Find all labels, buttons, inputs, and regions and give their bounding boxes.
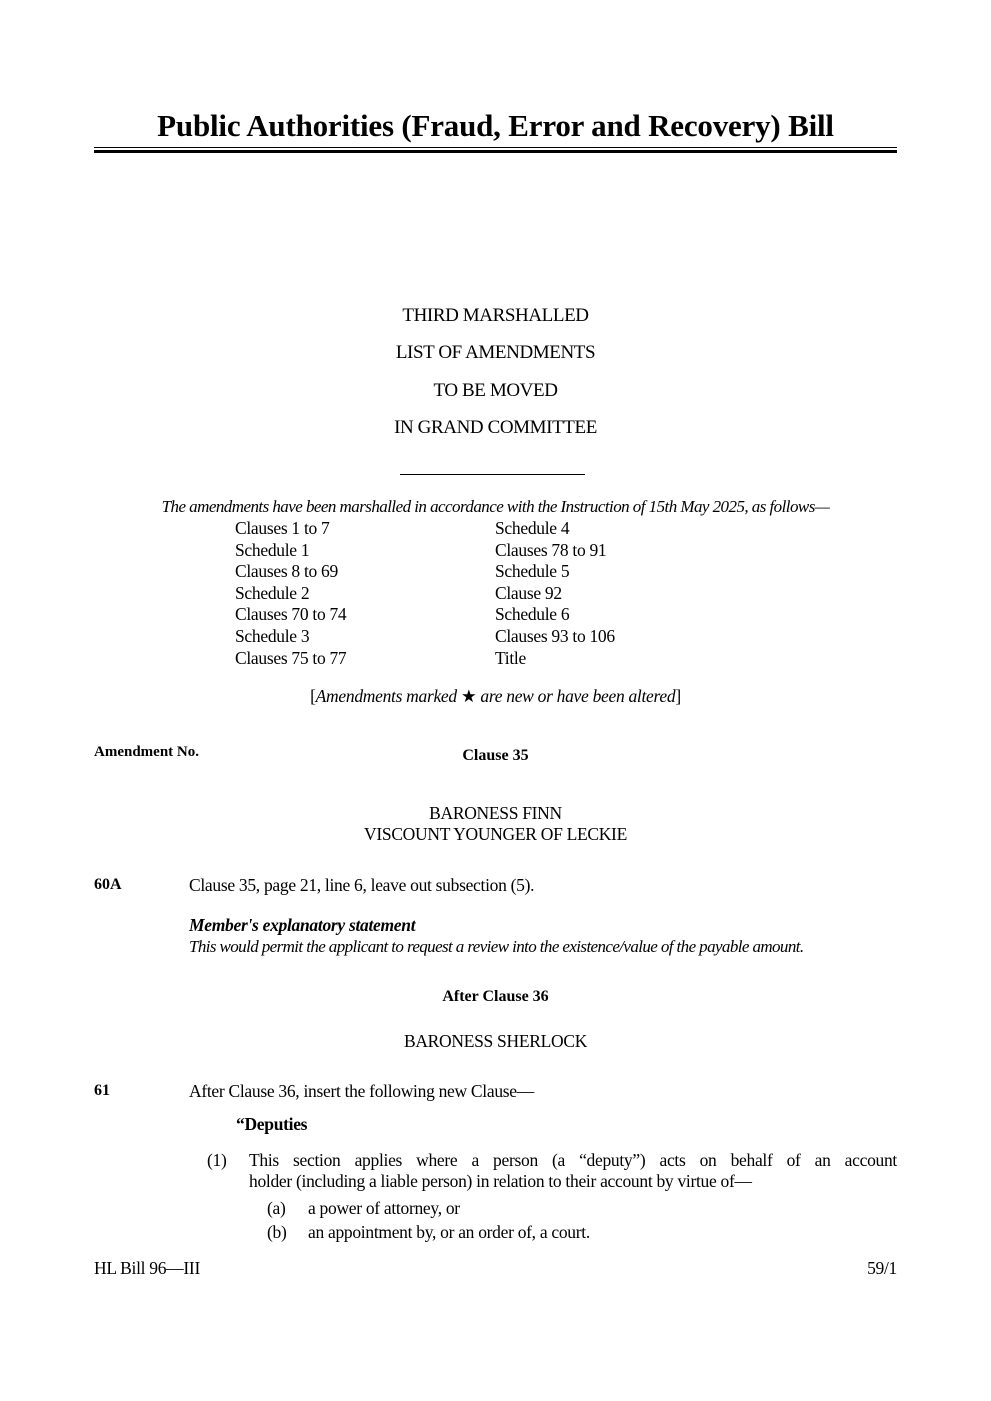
divider — [400, 474, 585, 475]
cover-line: TO BE MOVED — [433, 380, 558, 401]
marshal-item: Clauses 1 to 7 — [235, 518, 330, 538]
marshal-left-column — [235, 518, 346, 669]
subsection-number: (1) — [207, 1150, 227, 1170]
cover-line: IN GRAND COMMITTEE — [394, 417, 597, 438]
amendment-no-label: Amendment No. — [94, 744, 199, 760]
amendment-text: Clause 35, page 21, line 6, leave out subsection (5). — [189, 875, 535, 895]
explanatory-statement: This would permit the applicant to request a review into the existence/value of the payable amount. — [189, 937, 804, 956]
marshal-item: Schedule 6 — [495, 604, 570, 625]
marshal-item: Clauses 93 to 106 — [495, 625, 615, 646]
note-text: are new or have been altered — [480, 686, 676, 706]
member-name: VISCOUNT YOUNGER OF LECKIE — [364, 824, 627, 844]
member-name: BARONESS SHERLOCK — [403, 1031, 588, 1051]
marshal-item: Schedule 2 — [235, 582, 310, 603]
cover-line: LIST OF AMENDMENTS — [395, 342, 596, 363]
paragraph-text: a power of attorney, or — [308, 1198, 460, 1218]
amendment-number: 60A — [94, 876, 122, 893]
title-rule-thick — [94, 150, 897, 153]
subsection-text-line: This section applies where a person (a “deputy”) acts on behalf of an account — [249, 1150, 897, 1170]
amendment-text: After Clause 36, insert the following new Clause— — [189, 1081, 534, 1101]
marshal-item: Schedule 1 — [235, 539, 310, 560]
marshal-item: Schedule 5 — [495, 561, 570, 582]
section-heading: After Clause 36 — [442, 988, 549, 1005]
subsection-text-line: holder (including a liable person) in relation to their account by virtue of— — [249, 1171, 752, 1191]
amendment-number: 61 — [94, 1082, 110, 1099]
marshalling-intro: The amendments have been marshalled in accordance with the Instruction of 15th May 2025, as follows— — [161, 497, 830, 516]
footer-bill-number: HL Bill 96—III — [94, 1258, 200, 1278]
marshal-right-column — [495, 518, 615, 669]
footer-page-number: 59/1 — [867, 1258, 897, 1278]
marshal-item: Schedule 4 — [495, 518, 570, 538]
bracket: [ — [310, 686, 316, 706]
explanatory-statement-title: Member's explanatory statement — [189, 915, 416, 935]
member-name: BARONESS FINN — [429, 803, 562, 823]
marshal-item: Title — [495, 647, 526, 668]
cover-line: THIRD MARSHALLED — [402, 305, 589, 326]
marshal-item: Clauses 8 to 69 — [235, 561, 338, 582]
marshal-item: Clauses 78 to 91 — [495, 539, 607, 560]
paragraph-label: (b) — [267, 1222, 287, 1242]
marshal-item: Clauses 75 to 77 — [235, 647, 347, 668]
marshal-item: Schedule 3 — [235, 625, 310, 646]
note-text: Amendments marked — [315, 686, 457, 706]
title-rule-thin — [94, 147, 897, 148]
star-note — [0, 686, 991, 707]
star-icon: ★ — [460, 686, 477, 706]
marshal-item: Clause 92 — [495, 582, 562, 603]
marshal-item: Clauses 70 to 74 — [235, 604, 347, 625]
paragraph-label: (a) — [267, 1198, 286, 1218]
paragraph-text: an appointment by, or an order of, a court. — [308, 1222, 590, 1242]
bracket: ] — [675, 686, 681, 706]
bill-title: Public Authorities (Fraud, Error and Recovery) Bill — [157, 108, 834, 143]
section-heading: Clause 35 — [462, 747, 529, 764]
new-clause-title: “Deputies — [236, 1114, 308, 1134]
